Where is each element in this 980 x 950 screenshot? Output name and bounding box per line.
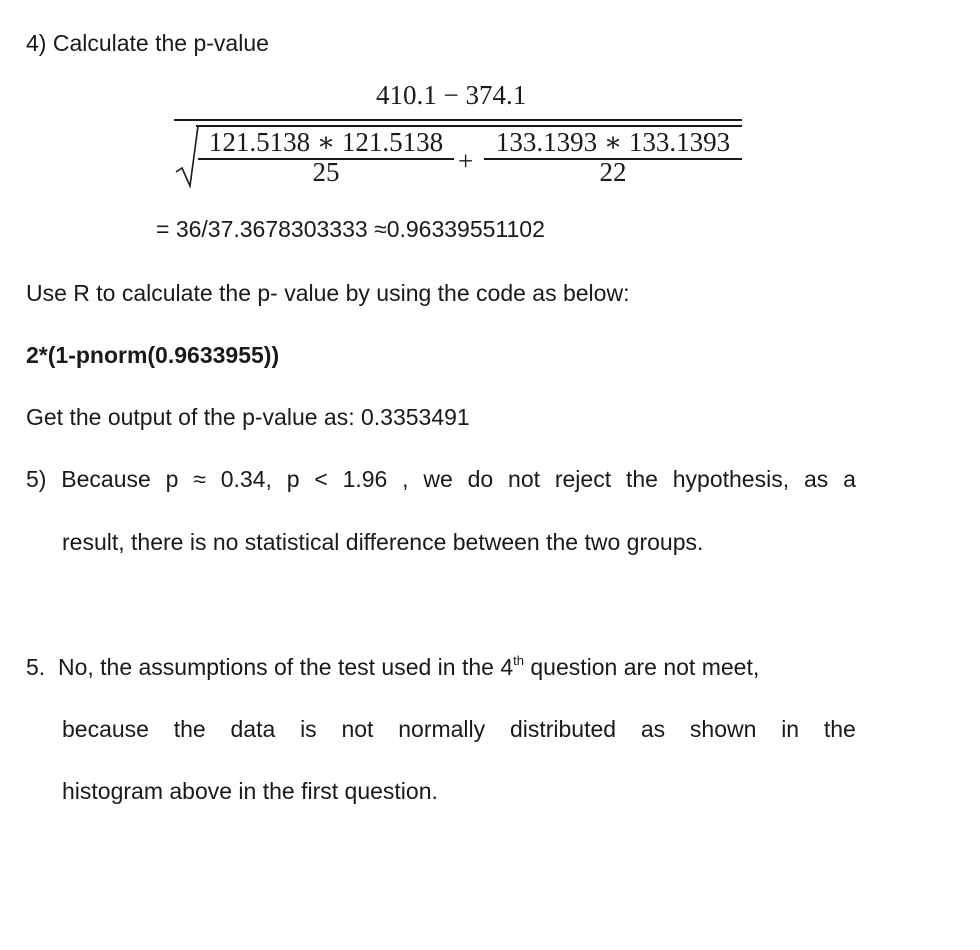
question5-word: data bbox=[230, 716, 276, 742]
formula-numerator: 410.1 − 374.1 bbox=[376, 80, 527, 110]
question5-line3: histogram above in the first question. bbox=[62, 778, 438, 804]
question5-word: the bbox=[823, 716, 856, 742]
step5-word: a bbox=[843, 466, 856, 492]
step5-word: do bbox=[467, 466, 494, 492]
term2-denominator: 22 bbox=[599, 156, 627, 187]
formula-plus-operator: + bbox=[458, 146, 474, 176]
step5-word: < bbox=[314, 466, 328, 492]
step5-word: we bbox=[423, 466, 453, 492]
step5-word: p bbox=[165, 466, 179, 492]
question5-line2 bbox=[62, 716, 856, 743]
question5-word: the bbox=[173, 716, 206, 742]
question5-word: not bbox=[341, 716, 374, 742]
formula-term2 bbox=[484, 127, 742, 188]
step5-word: the bbox=[625, 466, 658, 492]
term2-numerator: 133.1393 ∗ 133.1393 bbox=[495, 127, 731, 157]
question5-word: because bbox=[62, 716, 149, 742]
question5-word: shown bbox=[689, 716, 757, 742]
question5-word: as bbox=[640, 716, 666, 742]
step5-line1 bbox=[26, 466, 856, 493]
step5-word: 5) bbox=[26, 466, 47, 492]
formula-term1 bbox=[198, 127, 454, 188]
r-intro-text: Use R to calculate the p- value by using the code as below: bbox=[26, 280, 630, 306]
question5-word: normally bbox=[398, 716, 486, 742]
step5-word: ≈ bbox=[193, 466, 206, 492]
term1-denominator: 25 bbox=[312, 156, 340, 187]
question5-line1 bbox=[26, 653, 759, 681]
term1-numerator: 121.5138 ∗ 121.5138 bbox=[208, 127, 444, 157]
step5-word: reject bbox=[554, 466, 612, 492]
step4-heading: 4) Calculate the p-value bbox=[26, 30, 269, 56]
step5-word: not bbox=[508, 466, 541, 492]
step5-word: 1.96 bbox=[342, 466, 388, 492]
formula-result: = 36/37.3678303333 ≈0.96339551102 bbox=[156, 216, 545, 242]
step5-word: p bbox=[286, 466, 300, 492]
r-code: 2*(1-pnorm(0.9633955)) bbox=[26, 342, 280, 368]
question5-word: distributed bbox=[509, 716, 617, 742]
step5-line2: result, there is no statistical difference between the two groups. bbox=[62, 529, 704, 555]
step5-word: hypothesis, bbox=[672, 466, 790, 492]
question5-word: is bbox=[300, 716, 317, 742]
step5-word: , bbox=[402, 466, 409, 492]
question5-line1-before: 5. No, the assumptions of the test used in the 4 bbox=[26, 654, 514, 680]
step5-word: as bbox=[803, 466, 829, 492]
ordinal-superscript: th bbox=[513, 653, 524, 668]
r-output-text: Get the output of the p-value as: 0.3353491 bbox=[26, 404, 470, 430]
step5-word: Because bbox=[61, 466, 151, 492]
question5-word: in bbox=[781, 716, 800, 742]
step5-word: 0.34, bbox=[220, 466, 272, 492]
question5-line1-after: question are not meet, bbox=[523, 654, 760, 680]
